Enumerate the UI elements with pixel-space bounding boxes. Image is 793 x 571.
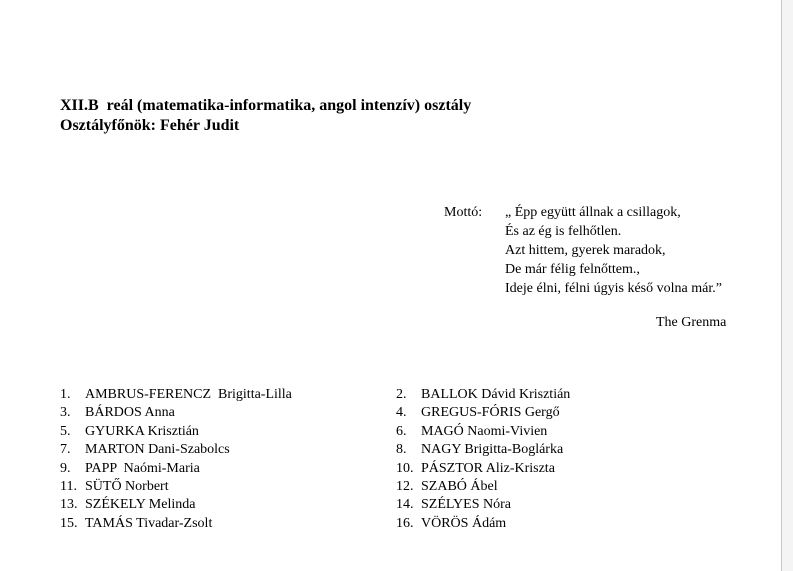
motto-label: Mottó: — [444, 205, 483, 220]
student-name: SÜTŐ Norbert — [85, 479, 169, 495]
list-number: 11. — [60, 479, 77, 495]
student-name: MAGÓ Naomi-Vivien — [421, 423, 548, 439]
list-item — [396, 386, 570, 404]
list-number: 9. — [60, 460, 71, 476]
list-number: 8. — [396, 442, 407, 458]
list-number: 16. — [396, 515, 414, 531]
list-number: 4. — [396, 405, 407, 421]
student-list-right — [396, 386, 570, 533]
list-item — [396, 441, 570, 459]
class-heading — [60, 96, 471, 136]
student-name: MARTON Dani-Szabolcs — [85, 442, 230, 458]
list-number: 5. — [60, 423, 71, 439]
list-item — [60, 404, 292, 422]
student-name: VÖRÖS Ádám — [421, 515, 507, 531]
student-list-left — [60, 386, 292, 533]
student-name: AMBRUS-FERENCZ Brigitta-Lilla — [85, 387, 292, 402]
list-item — [396, 423, 570, 441]
list-number: 10. — [396, 460, 414, 476]
list-item — [396, 496, 570, 514]
list-number: 13. — [60, 497, 78, 513]
student-name: SZABÓ Ábel — [421, 479, 498, 495]
student-name: PÁSZTOR Aliz-Kriszta — [421, 460, 555, 476]
student-name: PAPP Naómi-Maria — [85, 460, 200, 476]
document-gutter — [782, 0, 793, 571]
motto-text: „ Épp együtt állnak a csillagok, — [505, 205, 681, 220]
list-number: 6. — [396, 423, 407, 439]
list-item — [396, 515, 570, 533]
list-item — [396, 478, 570, 496]
student-name: SZÉKELY Melinda — [85, 497, 196, 513]
motto-line — [444, 203, 722, 222]
motto-block — [444, 203, 722, 298]
motto-text: Azt hittem, gyerek maradok, — [505, 243, 666, 258]
motto-line — [444, 260, 722, 279]
list-item — [396, 460, 570, 478]
list-item — [60, 515, 292, 533]
motto-author: The Grenma — [656, 315, 727, 330]
list-item — [60, 496, 292, 514]
student-name: BALLOK Dávid Krisztián — [421, 387, 571, 402]
list-item — [60, 423, 292, 441]
student-name: TAMÁS Tivadar-Zsolt — [85, 515, 213, 531]
list-number: 14. — [396, 497, 414, 513]
class-teacher: Osztályfőnök: Fehér Judit — [60, 117, 240, 134]
class-title: XII.B reál (matematika-informatika, angol intenzív) osztály — [60, 97, 472, 114]
list-item — [60, 460, 292, 478]
student-name: BÁRDOS Anna — [85, 405, 175, 421]
student-name: GYURKA Krisztián — [85, 423, 199, 439]
student-name: NAGY Brigitta-Boglárka — [421, 442, 564, 458]
student-name: SZÉLYES Nóra — [421, 497, 511, 513]
motto-text: És az ég is felhőtlen. — [505, 224, 622, 239]
list-item — [60, 441, 292, 459]
list-item — [396, 404, 570, 422]
motto-text: De már félig felnőttem., — [505, 262, 640, 277]
list-number: 1. — [60, 387, 71, 402]
motto-line — [444, 222, 722, 241]
list-number: 7. — [60, 442, 71, 458]
list-item — [60, 386, 292, 404]
list-item — [60, 478, 292, 496]
list-number: 2. — [396, 387, 407, 402]
list-number: 12. — [396, 479, 414, 495]
list-number: 15. — [60, 515, 78, 531]
motto-line — [444, 241, 722, 260]
motto-text: Ideje élni, félni úgyis késő volna már.” — [505, 281, 722, 296]
motto-line — [444, 279, 722, 298]
student-name: GREGUS-FÓRIS Gergő — [421, 405, 560, 421]
list-number: 3. — [60, 405, 71, 421]
